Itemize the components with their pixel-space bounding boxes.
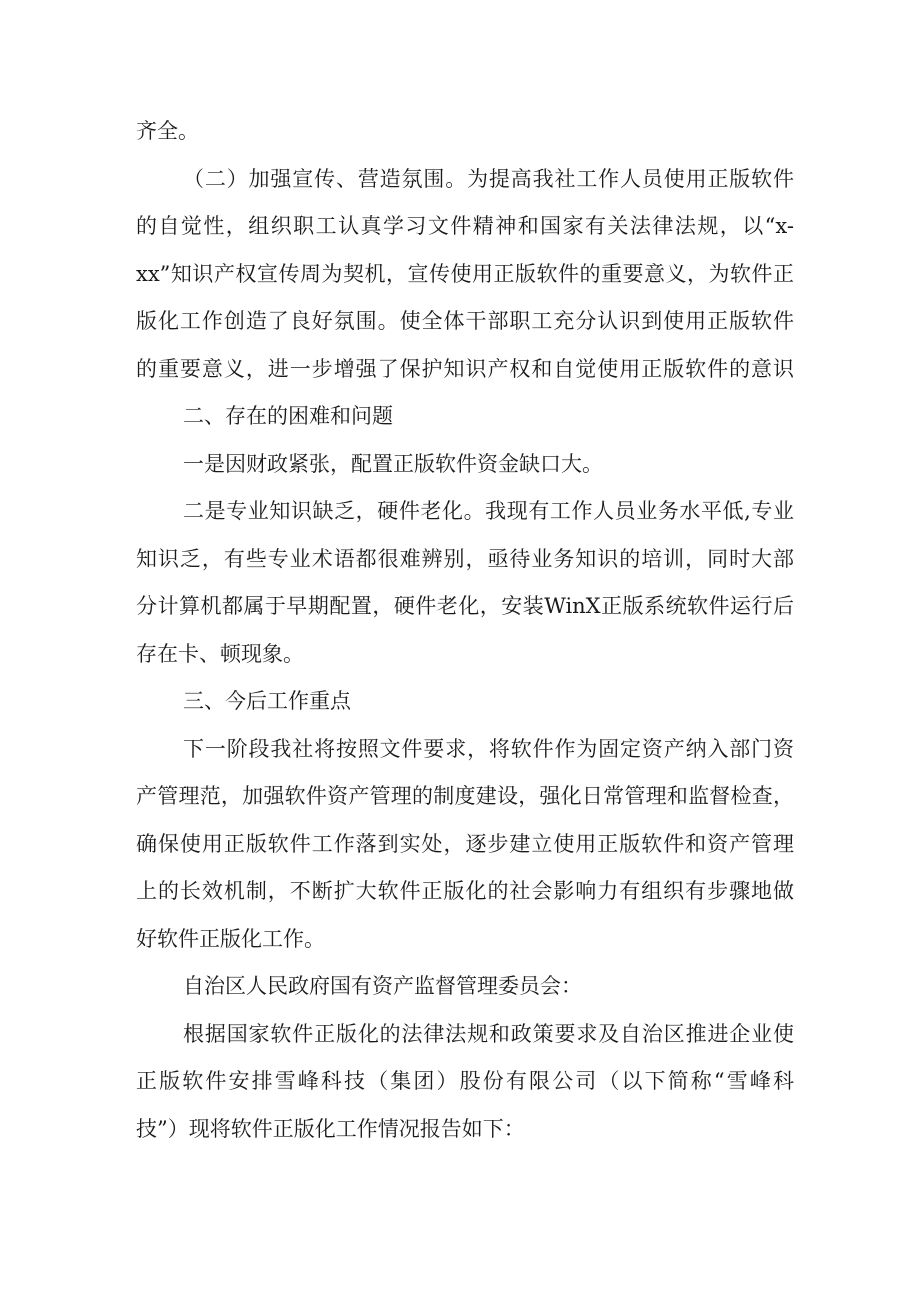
paragraph-line: 好软件正版化工作。 bbox=[136, 926, 325, 951]
paragraph-line: 齐全。 bbox=[136, 119, 199, 143]
section-heading: 三、今后工作重点 bbox=[183, 689, 351, 713]
paragraph-line: 的重要意义，进一步增强了保护知识产权和自觉使用正版软件的意识 bbox=[136, 356, 794, 381]
paragraph-line: 上的长效机制，不断扩大软件正版化的社会影响力有组织有步骤地做 bbox=[136, 879, 794, 903]
paragraph-line: xx”知识产权宣传周为契机，宣传使用正版软件的重要意义，为软件正 bbox=[136, 261, 794, 286]
paragraph-line: 的自觉性，组织职工认真学习文件精神和国家有关法律法规，以“x- bbox=[136, 214, 794, 238]
paragraph-line: （二）加强宣传、营造氛围。为提高我社工作人员使用正版软件 bbox=[183, 166, 794, 191]
section-heading: 二、存在的困难和问题 bbox=[183, 404, 393, 428]
paragraph-line: 知识乏，有些专业术语都很难辨别，亟待业务知识的培训，同时大部 bbox=[136, 546, 794, 571]
paragraph-line: 分计算机都属于早期配置，硬件老化，安装WinX正版系统软件运行后 bbox=[136, 594, 794, 618]
paragraph-line: 产管理范，加强软件资产管理的制度建设，强化日常管理和监督检查， bbox=[136, 784, 794, 808]
paragraph-line: 根据国家软件正版化的法律法规和政策要求及自治区推进企业使 bbox=[183, 1021, 794, 1046]
paragraph-line: 二是专业知识缺乏，硬件老化。我现有工作人员业务水平低,专业 bbox=[183, 499, 794, 523]
document-page bbox=[136, 108, 794, 1153]
paragraph-line: 正版软件安排雪峰科技（集团）股份有限公司（以下简称“雪峰科 bbox=[136, 1069, 794, 1093]
paragraph-line: 存在卡、顿现象。 bbox=[136, 641, 304, 666]
paragraph-line: 确保使用正版软件工作落到实处，逐步建立使用正版软件和资产管理 bbox=[136, 831, 794, 856]
salutation: 自治区人民政府国有资产监督管理委员会： bbox=[183, 974, 582, 998]
paragraph-line: 版化工作创造了良好氛围。使全体干部职工充分认识到使用正版软件 bbox=[136, 309, 794, 333]
paragraph-line: 下一阶段我社将按照文件要求，将软件作为固定资产纳入部门资 bbox=[183, 736, 794, 761]
paragraph-line: 一是因财政紧张，配置正版软件资金缺口大。 bbox=[183, 451, 603, 476]
paragraph-line: 技”）现将软件正版化工作情况报告如下： bbox=[136, 1116, 525, 1141]
